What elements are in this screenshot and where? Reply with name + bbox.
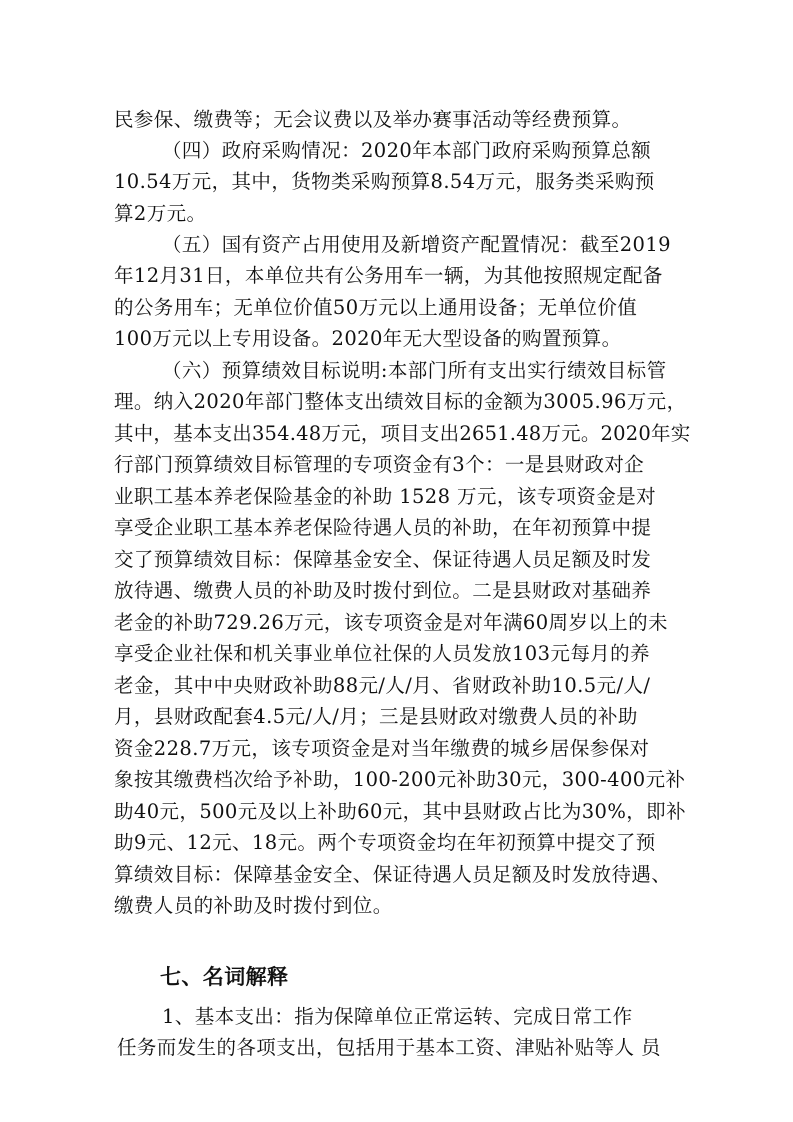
text-line: 享受企业社保和机关事业单位社保的人员发放103元每月的养 [114,642,650,665]
text-line: 象按其缴费档次给予补助，100-200元补助30元，300-400元补 [114,768,686,791]
text-line: 助9元、12元、18元。两个专项资金均在年初预算中提交了预 [114,831,656,854]
text-line: 交了预算绩效目标：保障基金安全、保证待遇人员足额及时发 [114,548,652,571]
text-line: 10.54万元，其中，货物类采购预算8.54万元，服务类采购预 [114,170,655,193]
text-line: 其中，基本支出354.48万元，项目支出2651.48万元。2020年实 [114,422,691,445]
definition-line: 任务而发生的各项支出，包括用于基本工资、津贴补贴等人 员 [117,1036,661,1059]
text-line: 年12月31日，本单位共有公务用车一辆，为其他按照规定配备 [114,264,663,287]
text-line: 缴费人员的补助及时拨付到位。 [114,894,393,917]
text-line: 理。纳入2020年部门整体支出绩效目标的金额为3005.96万元， [114,390,687,413]
text-line: 老金，其中中央财政补助88元/人/月、省财政补助10.5元/人/ [114,674,651,697]
text-line: （四）政府采购情况：2020年本部门政府采购预算总额 [162,139,652,162]
text-line: 民参保、缴费等；无会议费以及举办赛事活动等经费预算。 [114,108,632,131]
text-line: 老金的补助729.26万元，该专项资金是对年满60周岁以上的未 [114,611,668,634]
definition-line: 1、基本支出：指为保障单位正常运转、完成日常工作 [162,1005,633,1028]
text-line: （五）国有资产占用使用及新增资产配置情况：截至2019 [162,233,671,256]
text-line: 助40元，500元及以上补助60元，其中县财政占比为30%，即补 [114,800,686,823]
text-line: （六）预算绩效目标说明:本部门所有支出实行绩效目标管 [162,359,667,382]
text-line: 行部门预算绩效目标管理的专项资金有3个：一是县财政对企 [114,453,645,476]
text-line: 放待遇、缴费人员的补助及时拨付到位。二是县财政对基础养 [114,579,652,602]
text-line: 资金228.7万元，该专项资金是对当年缴费的城乡居保参保对 [114,737,650,760]
section-heading: 七、名词解释 [160,964,289,989]
text-line: 100万元以上专用设备。2020年无大型设备的购置预算。 [114,327,622,350]
text-line: 算2万元。 [114,202,207,225]
text-line: 月，县财政配套4.5元/人/月；三是县财政对缴费人员的补助 [114,705,638,728]
text-line: 算绩效目标：保障基金安全、保证待遇人员足额及时发放待遇、 [114,863,672,886]
text-line: 的公务用车；无单位价值50万元以上通用设备；无单位价值 [114,296,638,319]
text-line: 业职工基本养老保险基金的补助 1528 万元，该专项资金是对 [114,485,657,508]
text-line: 享受企业职工基本养老保险待遇人员的补助，在年初预算中提 [114,516,652,539]
